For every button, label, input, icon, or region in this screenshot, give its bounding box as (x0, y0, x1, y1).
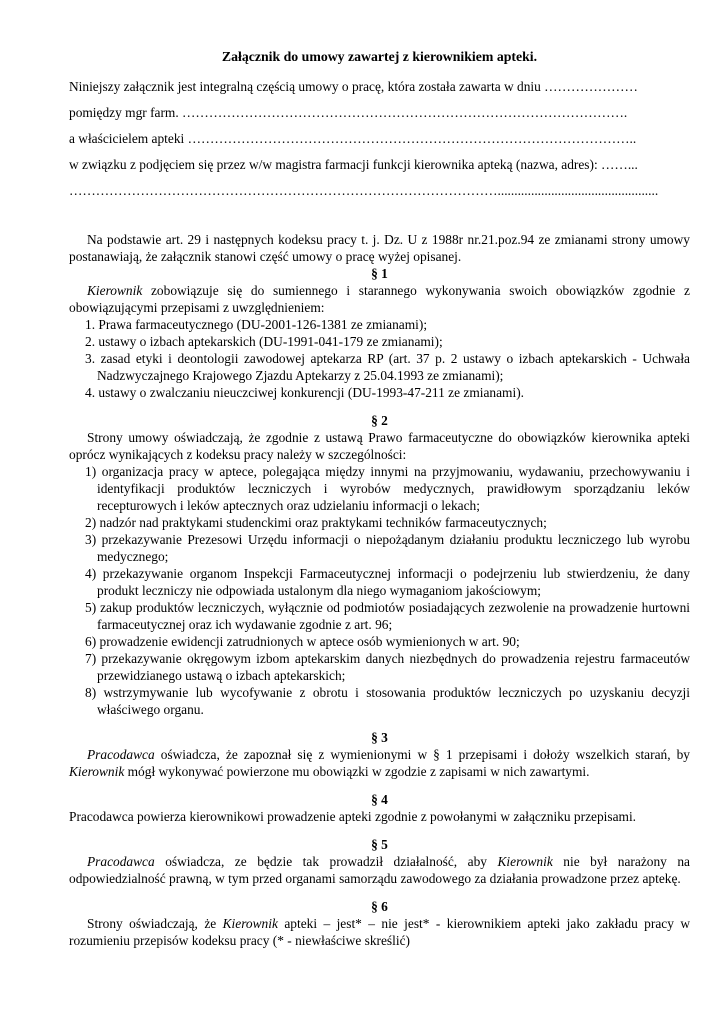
section-3-heading: § 3 (371, 730, 388, 745)
section-1-item: 4. ustawy o zwalczaniu nieuczciwej konkurencji (DU-1993-47-211 ze zmianami). (85, 385, 525, 400)
section-5-heading: § 5 (371, 837, 388, 852)
section-3-text (69, 746, 690, 780)
section-1-list (69, 316, 690, 401)
section-2-lead: Strony umowy oświadczają, że zgodnie z ustawą Prawo farmaceutyczne do obowiązków kierownika apteki oprócz wynikających z kodeksu pracy należy w szczególności: (69, 430, 690, 462)
section-4-text: Pracodawca powierza kierownikowi prowadzenie apteki zgodnie z powołanymi w załączniku przepisami. (69, 809, 637, 824)
section-2-item: 1) organizacja pracy w aptece, polegająca między innymi na przyjmowaniu, wydawaniu, przechowywaniu i identyfikacji produktów leczniczych i wyrobów medycznych, prawidłowym sporządzaniu leków recepturowych i leków aptecznych oraz udzielaniu informacji o lekach; (85, 464, 690, 513)
document-page (69, 48, 690, 949)
fill-line-pharmacist: pomiędzy mgr farm. ………………………………………………………………………………………. (69, 105, 628, 120)
section-5-text (69, 853, 690, 887)
fill-line-pharmacy-address: ……………………………………………………………………………………................................................ (69, 183, 659, 198)
section-3-text-part: oświadcza, że zapoznał się z wymienionymi w § 1 przepisami i dołoży wszelkich starań, by (154, 747, 690, 762)
section-1-lead-text: zobowiązuje się do sumiennego i starannego wykonywania swoich obowiązków zgodnie z obowiązującymi przepisami z uwzględnieniem: (69, 283, 690, 315)
section-5-text-part: oświadcza, ze będzie tak prowadził działalność, aby (154, 854, 498, 869)
section-1-item: 2. ustawy o izbach aptekarskich (DU-1991-041-179 ze zmianami); (85, 334, 443, 349)
section-2-item: 7) przekazywanie okręgowym izbom aptekarskim danych niezbędnych do prowadzenia rejestru farmaceutów przewidzianego ustawą o izbach aptekarskich; (85, 651, 690, 683)
section-1-lead-emphasis: Kierownik (87, 283, 143, 298)
fill-line-contract-date: Niniejszy załącznik jest integralną częścią umowy o pracę, która została zawarta w dniu ………………… (69, 79, 638, 94)
section-5-emphasis-employer: Pracodawca (87, 854, 155, 869)
section-2-item: 6) prowadzenie ewidencji zatrudnionych w aptece osób wymienionych w art. 90; (85, 634, 520, 649)
section-6-emphasis-manager: Kierownik (222, 916, 278, 931)
section-3-text-part: mógł wykonywać powierzone mu obowiązki w zgodzie z zapisami w nich zawartymi. (124, 764, 590, 779)
document-title: Załącznik do umowy zawartej z kierownikiem apteki. (221, 49, 538, 64)
section-2-list (69, 463, 690, 718)
section-1-item: 3. zasad etyki i deontologii zawodowej aptekarza RP (art. 37 p. 2 ustawy o izbach aptekarskich - Uchwała Nadzwyczajnego Krajowego Zjazdu Aptekarzy z 25.04.1993 ze zmianami); (85, 351, 690, 383)
section-5-emphasis-manager: Kierownik (497, 854, 553, 869)
section-5-text-part: nie był narażony na odpowiedzialność prawną, w tym przed organami samorządu zawodowego za działania prowadzone przez aptekę. (69, 854, 690, 886)
section-6-text-part: Strony oświadczają, że (87, 916, 223, 931)
section-1-lead (69, 282, 690, 316)
section-4-heading: § 4 (371, 792, 388, 807)
section-2-item: 4) przekazywanie organom Inspekcji Farmaceutycznej informacji o podejrzeniu lub stwierdzeniu, że dany produkt leczniczy nie odpowiada ustalonym dla niego wymaganiom jakościowym; (85, 566, 690, 598)
section-3-emphasis-employer: Pracodawca (87, 747, 155, 762)
section-2-item: 8) wstrzymywanie lub wycofywanie z obrotu i stosowania produktów leczniczych po uzyskaniu decyzji właściwego organu. (85, 685, 690, 717)
section-2-item: 2) nadzór nad praktykami studenckimi oraz praktykami techników farmaceutycznych; (85, 515, 547, 530)
section-6-text (69, 915, 690, 949)
section-3-emphasis-manager: Kierownik (69, 764, 125, 779)
section-2-heading: § 2 (371, 413, 388, 428)
section-6-text-part: apteki – jest* – nie jest* - kierownikiem apteki jako zakładu pracy w rozumieniu przepisów kodeksu pracy (* - niewłaściwe skreślić) (69, 916, 691, 948)
section-2-item: 5) zakup produktów leczniczych, wyłącznie od podmiotów posiadających zezwolenie na prowadzenie hurtowni farmaceutycznej oraz ich wydawanie zgodnie z art. 96; (85, 600, 690, 632)
intro-paragraph: Na podstawie art. 29 i następnych kodeksu pracy t. j. Dz. U z 1988r nr.21.poz.94 ze zmianami strony umowy postanawiają, że załącznik stanowi część umowy o pracę wyżej opisanej. (69, 232, 690, 264)
section-6-heading: § 6 (371, 899, 388, 914)
section-2-item: 3) przekazywanie Prezesowi Urzędu informacji o niepożądanym działaniu produktu leczniczego lub wyrobu medycznego; (85, 532, 690, 564)
fill-line-owner: a właścicielem apteki ……………………………………………………………………………………….. (69, 131, 637, 146)
section-1-item: 1. Prawa farmaceutycznego (DU-2001-126-1381 ze zmianami); (85, 317, 428, 332)
fill-line-pharmacy-name: w związku z podjęciem się przez w/w magistra farmacji funkcji kierownika apteką (nazwa, adres): ……... (69, 157, 638, 172)
section-1-heading: § 1 (371, 266, 388, 281)
